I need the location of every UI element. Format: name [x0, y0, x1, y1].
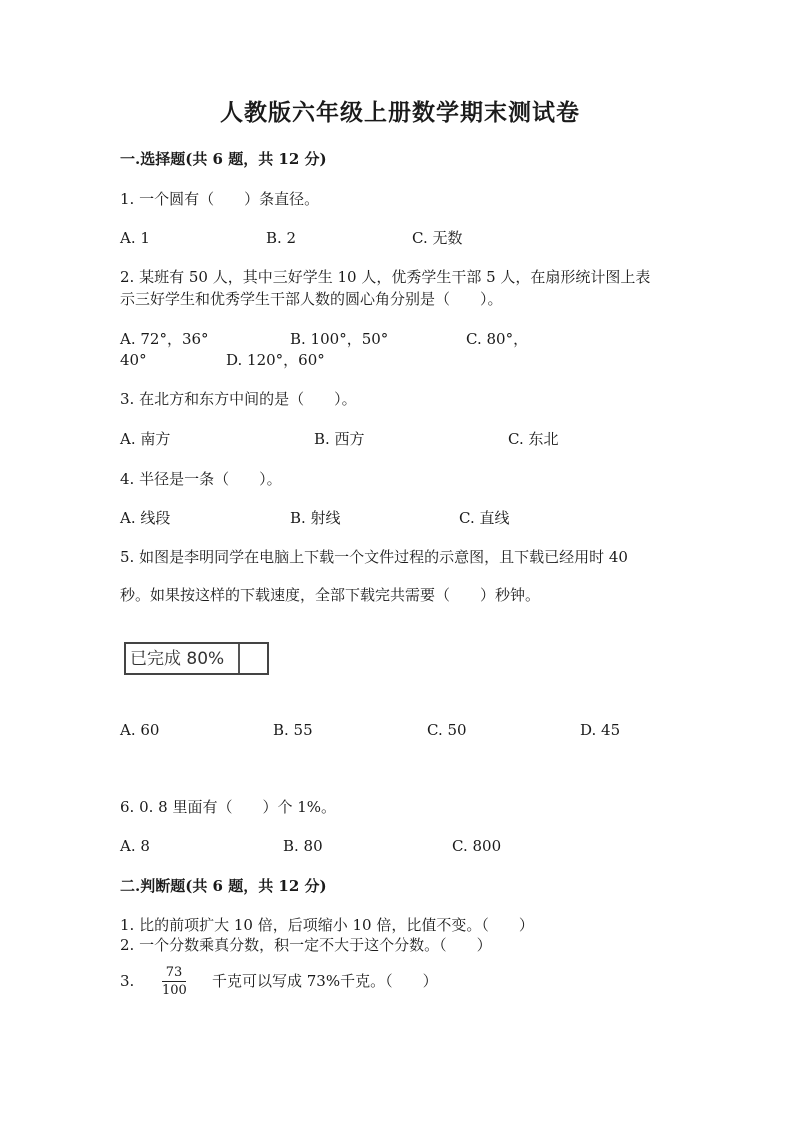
q3-stem: 3. 在北方和东方中间的是（ ）。 [120, 390, 357, 408]
progress-divider [238, 644, 240, 673]
q5-stem-line2: 秒。如果按这样的下载速度，全部下载完共需要（ ）秒钟。 [120, 586, 541, 604]
q1-option-b: B. 2 [266, 229, 297, 247]
q4-option-a: A. 线段 [120, 509, 171, 527]
q2-stem-line2: 示三好学生和优秀学生干部人数的圆心角分别是（ ）。 [120, 290, 503, 308]
q6-option-b: B. 80 [283, 837, 323, 855]
q6-option-a: A. 8 [120, 837, 150, 855]
q6-option-c: C. 800 [452, 837, 502, 855]
fraction-denominator: 100 [162, 983, 187, 998]
q5-stem-line1: 5. 如图是李明同学在电脑上下载一个文件过程的示意图，且下载已经用时 40 [120, 548, 628, 566]
q1-option-c: C. 无数 [412, 229, 463, 247]
q1-stem: 1. 一个圆有（ ）条直径。 [120, 190, 320, 208]
progress-label: 已完成 80% [130, 649, 225, 669]
q4-option-c: C. 直线 [459, 509, 510, 527]
q5-option-a: A. 60 [120, 721, 160, 739]
fraction-numerator: 73 [165, 965, 183, 980]
section-heading-choice: 一.选择题(共 6 题，共 12 分) [120, 150, 327, 168]
q2-option-d: D. 120°，60° [226, 351, 325, 369]
section-heading-judgement: 二.判断题(共 6 题，共 12 分) [120, 877, 327, 895]
download-progress-figure [124, 642, 269, 675]
q4-stem: 4. 半径是一条（ ）。 [120, 470, 282, 488]
judge-q1: 1. 比的前项扩大 10 倍，后项缩小 10 倍，比值不变。（ ） [120, 916, 534, 934]
q4-option-b: B. 射线 [290, 509, 341, 527]
q5-option-d: D. 45 [580, 721, 621, 739]
judge-q2: 2. 一个分数乘真分数，积一定不大于这个分数。（ ） [120, 936, 492, 954]
page-title: 人教版六年级上册数学期末测试卷 [220, 99, 580, 126]
q5-option-b: B. 55 [273, 721, 313, 739]
q3-option-c: C. 东北 [508, 430, 559, 448]
fraction-bar [162, 981, 186, 982]
fraction-73-over-100 [162, 965, 186, 998]
judge-q3-text: 千克可以写成 73%千克。（ ） [212, 972, 438, 990]
q2-option-c-continued: 40° [120, 351, 147, 369]
q2-option-a: A. 72°，36° [120, 330, 209, 348]
q2-stem-line1: 2. 某班有 50 人，其中三好学生 10 人，优秀学生干部 5 人，在扇形统计图上表 [120, 268, 651, 286]
q2-option-c: C. 80°， [466, 330, 529, 348]
q5-option-c: C. 50 [427, 721, 467, 739]
q3-option-b: B. 西方 [314, 430, 365, 448]
q1-option-a: A. 1 [120, 229, 150, 247]
judge-q3-number: 3. [120, 972, 135, 990]
q3-option-a: A. 南方 [120, 430, 171, 448]
q6-stem: 6. 0. 8 里面有（ ）个 1%。 [120, 798, 337, 816]
q2-option-b: B. 100°，50° [290, 330, 389, 348]
